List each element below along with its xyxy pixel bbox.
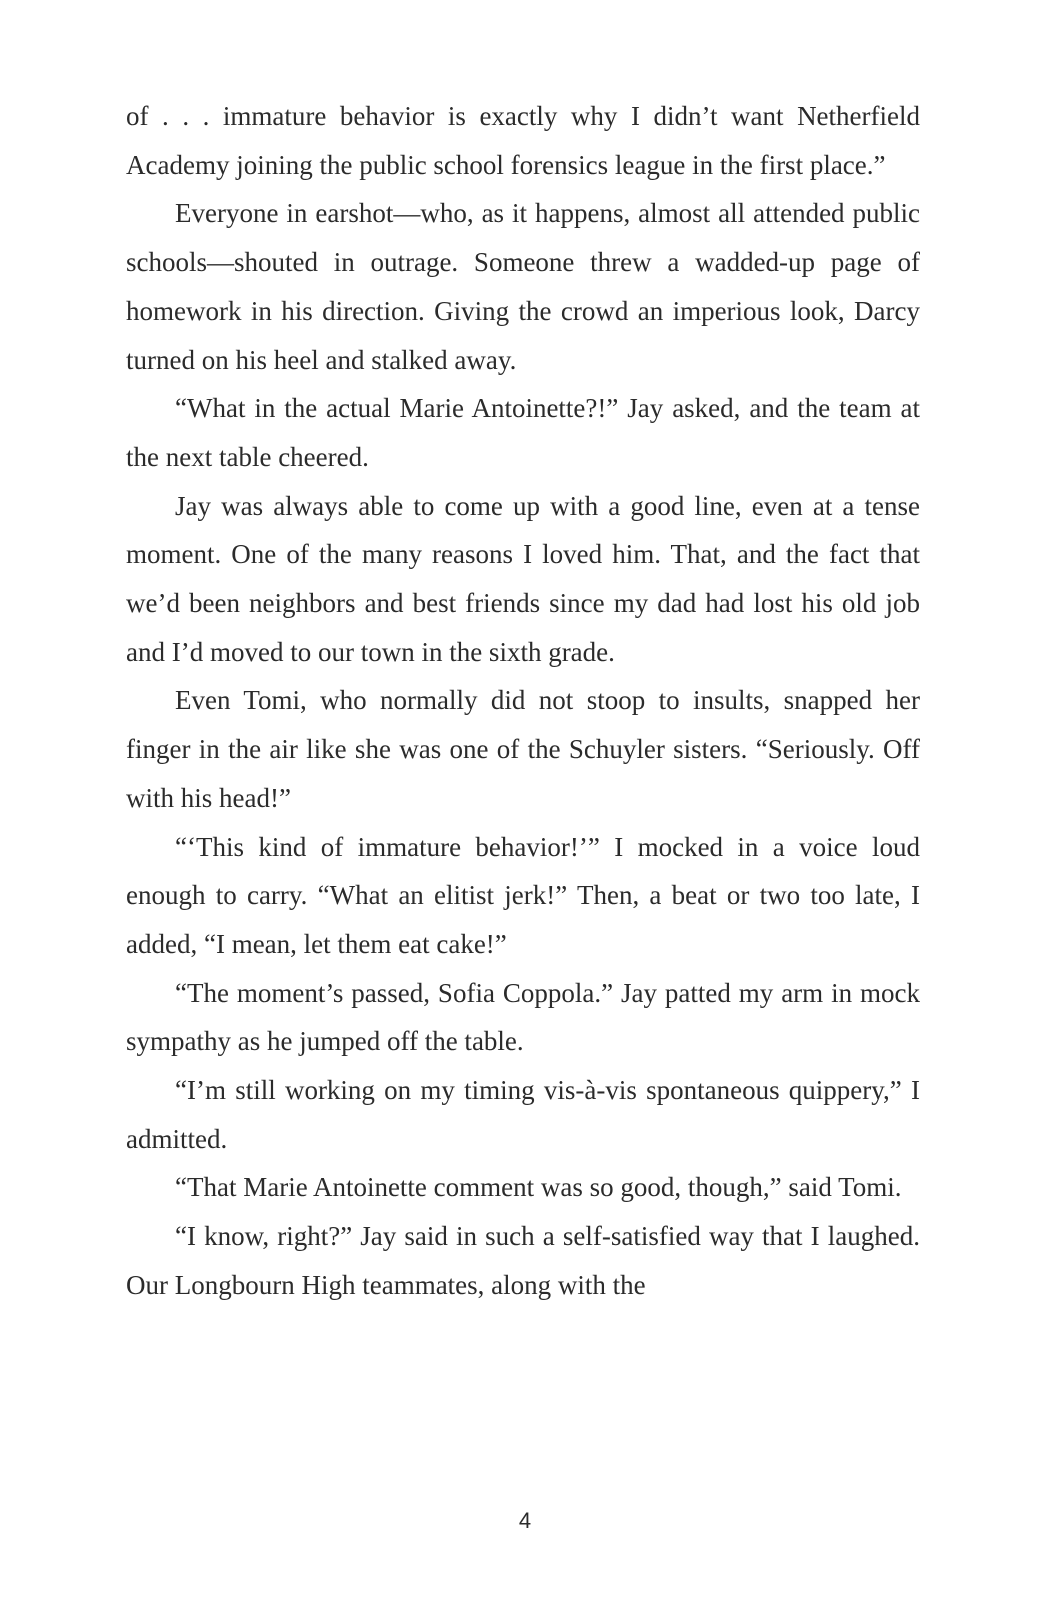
- paragraph-7: “The moment’s passed, Sofia Coppola.” Jay patted my arm in mock sympathy as he jumped off the table.: [126, 977, 920, 1057]
- paragraph-2: Everyone in earshot—who, as it happens, almost all attended public schools—shouted in outrage. Someone threw a wadded-up page of homework in his direction. Giving the crowd an imperious look, Darcy turned on his heel and stalked away.: [126, 198, 920, 375]
- paragraph-8: “I’m still working on my timing vis-à-vis spontaneous quippery,” I admitted.: [126, 1075, 920, 1154]
- page-number: 4: [518, 1508, 532, 1533]
- body-text: [126, 92, 920, 1310]
- paragraph-6: “‘This kind of immature behavior!’” I mocked in a voice loud enough to carry. “What an elitist jerk!” Then, a beat or two too late, I added, “I mean, let them eat cake!”: [126, 831, 920, 959]
- paragraph-10: “I know, right?” Jay said in such a self-satisfied way that I laughed. Our Longbourn High teammates, along with the: [126, 1221, 920, 1300]
- paragraph-3: “What in the actual Marie Antoinette?!” Jay asked, and the team at the next table cheered.: [126, 393, 920, 472]
- paragraph-1: of . . . immature behavior is exactly why I didn’t want Netherfield Academy joining the public school forensics league in the first place.”: [126, 101, 920, 180]
- paragraph-9: “That Marie Antoinette comment was so good, though,” said Tomi.: [175, 1172, 902, 1203]
- paragraph-4: Jay was always able to come up with a good line, even at a tense moment. One of the many reasons I loved him. That, and the fact that we’d been neighbors and best friends since my dad had lost his old job and I’d moved to our town in the sixth grade.: [126, 490, 920, 667]
- paragraph-5: Even Tomi, who normally did not stoop to insults, snapped her finger in the air like she was one of the Schuyler sisters. “Seriously. Off with his head!”: [126, 685, 920, 813]
